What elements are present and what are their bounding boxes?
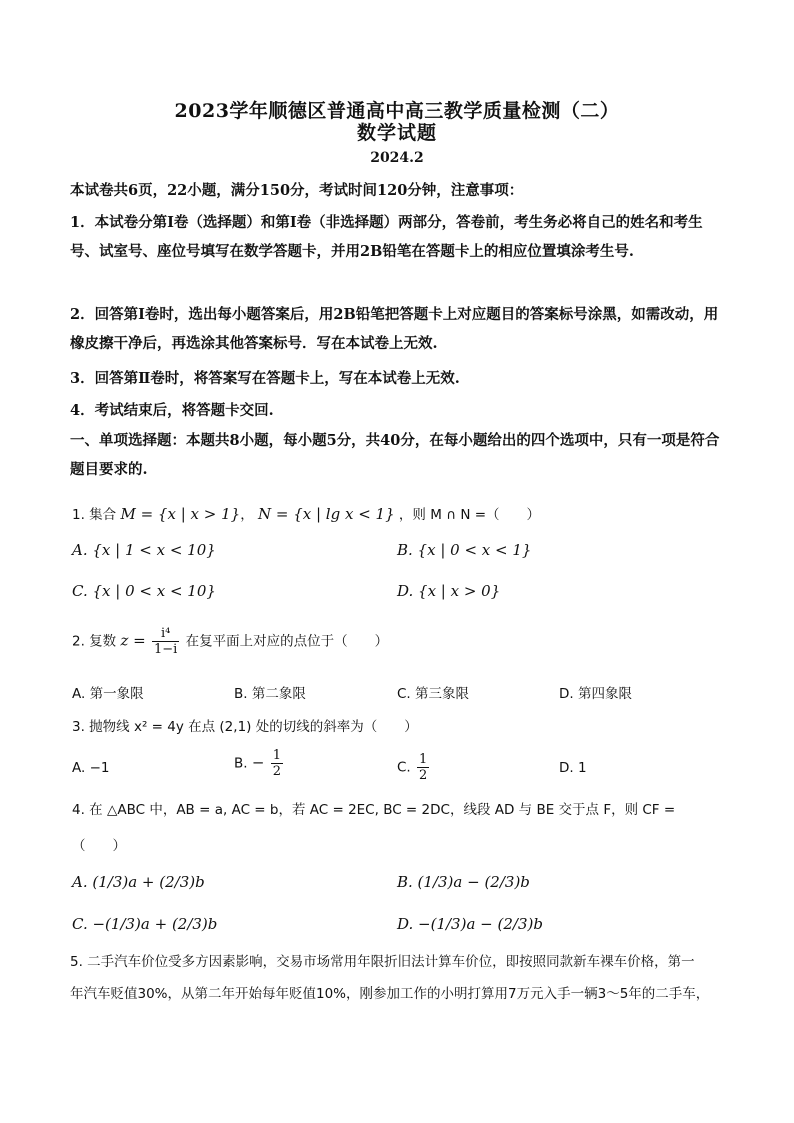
question-3-option-b-num: 1 [272,748,282,763]
question-1-option-d [397,582,500,600]
question-4-option-d [397,915,543,933]
question-1-option-a [72,541,216,559]
instructions-intro: 本试卷共6页，22小题，满分150分，考试时间120分钟，注意事项： [70,182,524,199]
question-4-stem: 4. 在 △ABC 中，AB = a, AC = b，若 AC = 2EC, BC = 2DC，线段 AD 与 BE 交于点 F，则 CF = [72,802,676,818]
question-1-option-d-text: D. {x | x > 0} [397,582,501,600]
question-2-denominator: 1−i [154,642,178,657]
question-2-stem [72,626,388,657]
section-heading-single-choice: 一、单项选择题：本题共8小题，每小题5分，共40分，在每小题给出的四个选项中，只有一项是符合题目要求的. [70,432,720,478]
question-2-option-a: A. 第一象限 [72,686,144,702]
question-3-option-b-label: B. [234,755,248,772]
question-2-fraction [152,626,179,657]
question-4-option-b-text: B. (1/3)a − (2/3)b [397,873,530,891]
question-1-prefix: 1. 集合 [72,507,117,523]
question-1-set-m: M = {x | x > 1} [120,505,241,523]
question-4-option-b [397,873,530,891]
instruction-item-1: 1．本试卷分第Ⅰ卷（选择题）和第Ⅰ卷（非选择题）两部分，答卷前，考生务必将自己的姓名和考生号、试室号、座位号填写在数学答题卡，并用2B铅笔在答题卡上的相应位置填涂考生号. [70,214,703,260]
question-1-option-c [72,582,216,600]
exam-date: 2024.2 [370,150,424,166]
instruction-item-3: 3．回答第Ⅱ卷时，将答案写在答题卡上，写在本试卷上无效. [70,370,460,387]
question-1-suffix: ，则 M ∩ N =（ ） [398,507,541,523]
exam-title: 2023学年顺德区普通高中高三教学质量检测（二） [174,100,620,122]
question-2-option-c: C. 第三象限 [397,686,470,702]
question-3-option-d: D. 1 [559,760,587,776]
question-3-option-a: A. −1 [72,760,110,776]
question-1-option-b-text: B. {x | 0 < x < 1} [397,541,532,559]
question-3-option-b: B. − $\frac{1}{2}$ [234,748,282,779]
exam-subtitle: 数学试题 [356,122,437,144]
question-3-option-c-den: 2 [419,768,428,783]
question-3-stem: 3. 抛物线 x² = 4y 在点 (2,1) 处的切线的斜率为（ ） [72,719,418,735]
question-3-option-c-fraction [417,752,429,783]
question-3-option-c [397,752,431,783]
question-1-option-c-text: C. {x | 0 < x < 10} [72,582,216,600]
question-1-set-n: N = {x | lg x < 1} [257,505,395,523]
question-3-option-c-label: C. [397,759,411,776]
question-3-option-c-num: 1 [419,752,428,767]
question-5-line-2: 年汽车贬值30%，从第二年开始每年贬值10%，刚参加工作的小明打算用7万元入手一辆3～5年的二手车， [70,986,710,1002]
question-2-numerator: i⁴ [152,626,179,642]
question-3-option-b-den: 2 [272,764,282,779]
question-1-option-b [397,541,531,559]
question-3-option-b-fraction [271,748,283,779]
question-2-option-b: B. 第二象限 [234,686,306,702]
question-5-line-1: 5. 二手汽车价位受多方因素影响，交易市场常用年限折旧法计算车价位，即按照同款新车裸车价格，第一 [70,954,695,970]
question-4-option-c-text: C. −(1/3)a + (2/3)b [72,915,218,933]
question-4-option-a-text: A. (1/3)a + (2/3)b [72,873,205,891]
question-4-option-c [72,915,217,933]
question-4-option-d-text: D. −(1/3)a − (2/3)b [397,915,543,933]
question-2-option-d: D. 第四象限 [559,686,632,702]
question-2-z: z = [120,631,146,650]
question-2-prefix: 2. 复数 [72,633,117,650]
instruction-item-2: 2．回答第Ⅰ卷时，选出每小题答案后，用2B铅笔把答题卡上对应题目的答案标号涂黑，如需改动，用橡皮擦干净后，再选涂其他答案标号．写在本试卷上无效. [70,306,719,352]
question-2-suffix: 在复平面上对应的点位于（ ） [185,633,389,650]
instruction-item-4: 4．考试结束后，将答题卡交回. [70,402,274,419]
question-1-option-a-text: A. {x | 1 < x < 10} [72,541,216,559]
question-1-stem: 1. 集合 M = {x | x > 1}， N = {x | lg x < 1} ，则 M ∩ N =（ ） [72,505,541,523]
question-4-option-a [72,873,205,891]
question-4-paren: （ ） [72,838,126,854]
